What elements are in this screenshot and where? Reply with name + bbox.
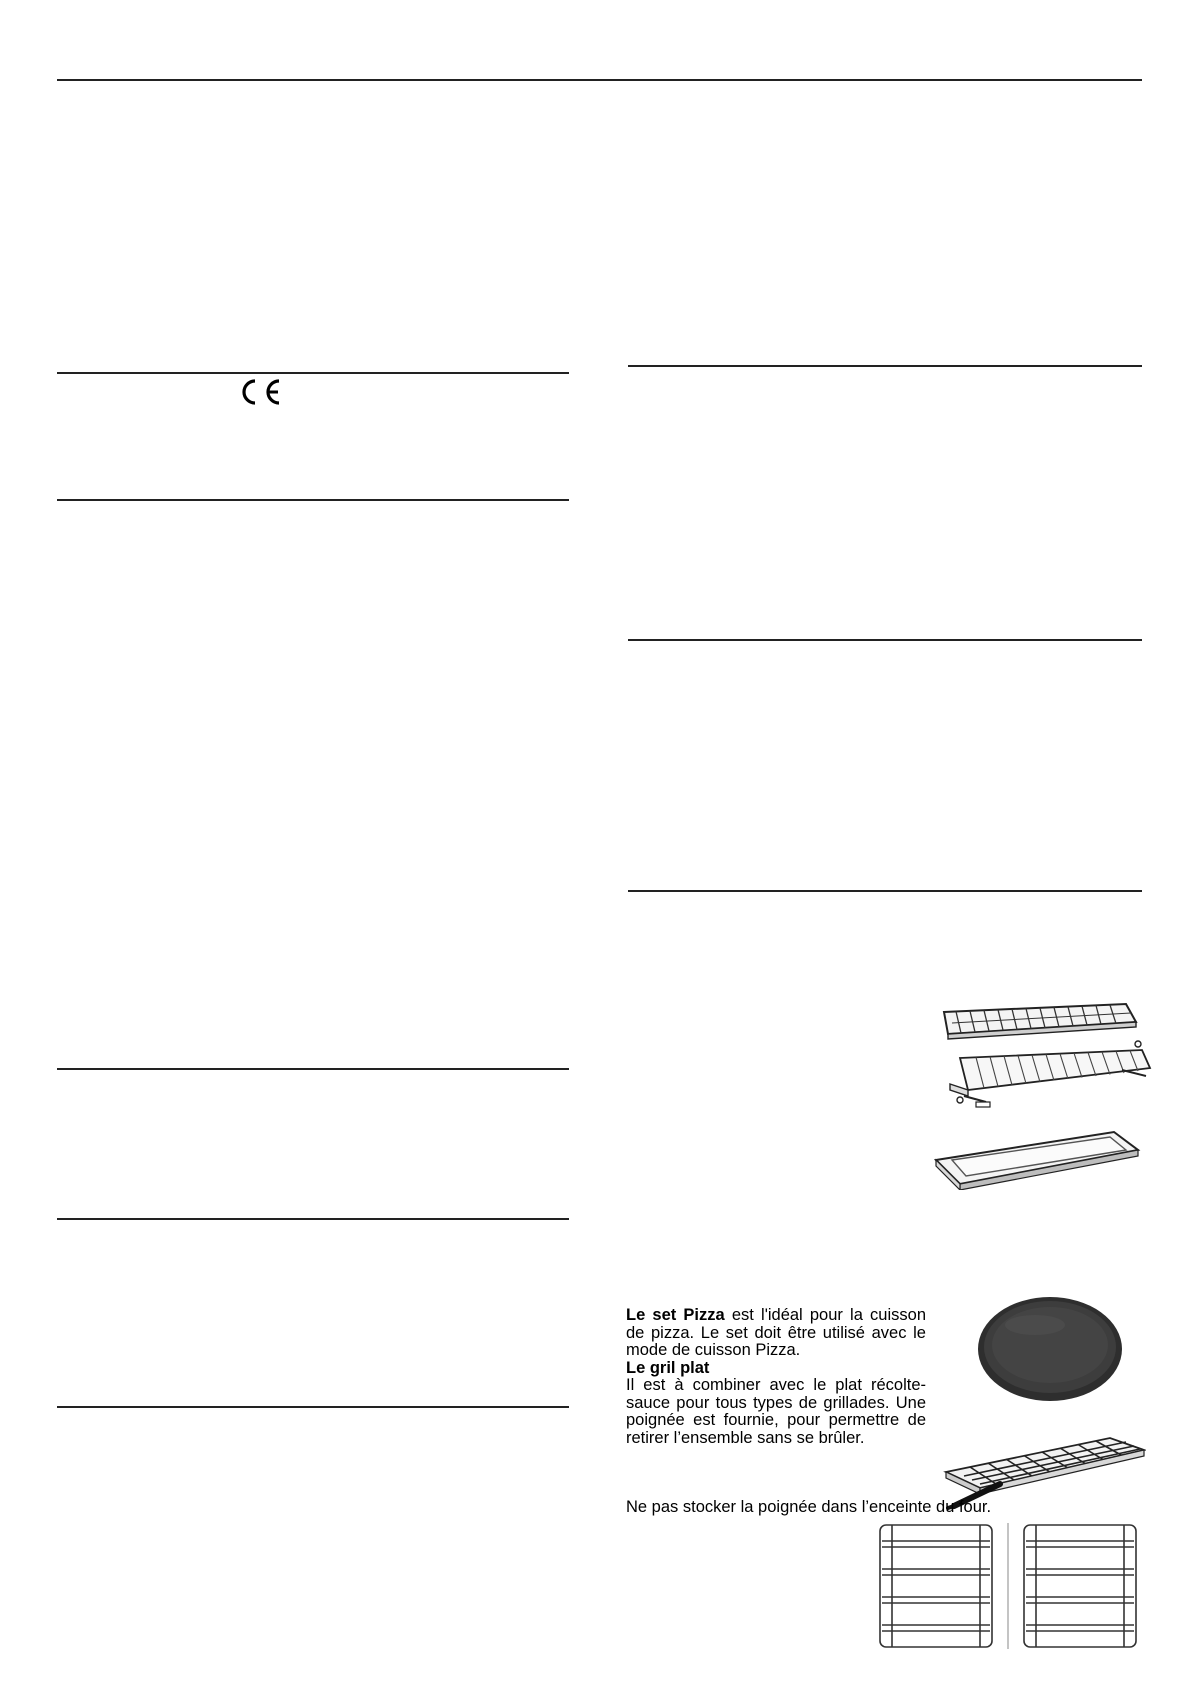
flat-grill-storage-note: Ne pas stocker la poignée dans l’enceinte du four. — [626, 1498, 992, 1516]
right-col-rule-2 — [628, 639, 1142, 641]
side-rails-icon — [874, 1521, 1142, 1651]
left-col-rule-1 — [57, 372, 569, 374]
accessories-text — [626, 1307, 926, 1447]
pizza-set-body: est l'idéal pour la cuisson de pizza. Le set doit être utilisé avec le mode de cuisson Pizza. — [626, 1306, 927, 1359]
wire-rack-icon — [936, 994, 1138, 1044]
pizza-pan-icon — [975, 1295, 1125, 1403]
flat-grill-title: Le gril plat — [626, 1358, 710, 1377]
left-col-rule-2 — [57, 499, 569, 501]
left-col-rule-5 — [57, 1406, 569, 1408]
left-col-rule-3 — [57, 1068, 569, 1070]
top-rule — [57, 79, 1142, 81]
rack-with-runners-icon — [946, 1040, 1152, 1112]
baking-tray-icon — [932, 1128, 1142, 1190]
ce-mark-icon — [238, 378, 284, 406]
flat-grill-body: Il est à combiner avec le plat récolte-sauce pour tous types de grillades. Une poignée est fournie, pour permettre de retirer l’ensemble sans se brûler. — [626, 1376, 926, 1447]
pizza-set-title: Le set Pizza — [626, 1306, 725, 1324]
left-col-rule-4 — [57, 1218, 569, 1220]
right-col-rule-1 — [628, 365, 1142, 367]
right-col-rule-3 — [628, 890, 1142, 892]
pizza-set-paragraph — [626, 1307, 926, 1360]
